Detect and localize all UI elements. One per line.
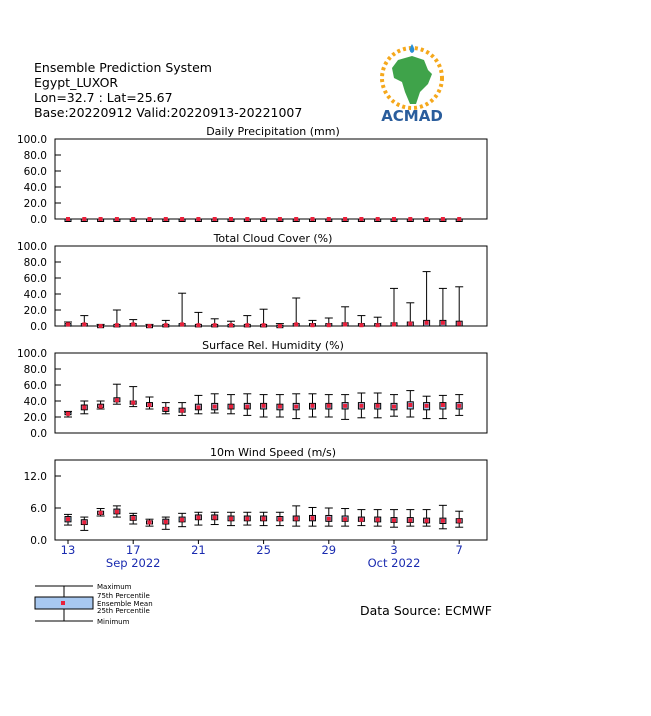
y-tick-label: 0.0	[30, 428, 47, 440]
mean-marker	[196, 217, 200, 221]
legend-label-mean: Ensemble Mean	[97, 600, 153, 608]
y-tick-label: 60.0	[23, 380, 47, 392]
mean-marker	[359, 323, 363, 327]
x-month-label: Sep 2022	[105, 556, 161, 570]
mean-marker	[278, 324, 282, 328]
panel-title: 10m Wind Speed (m/s)	[209, 446, 337, 459]
mean-marker	[245, 217, 249, 221]
x-tick-label: 13	[60, 543, 76, 557]
mean-marker	[82, 520, 86, 524]
mean-marker	[99, 511, 103, 515]
mean-marker	[294, 517, 298, 521]
mean-marker	[311, 404, 315, 408]
mean-marker	[457, 217, 461, 221]
mean-marker	[131, 401, 135, 405]
mean-marker	[213, 323, 217, 327]
y-tick-label: 100.0	[16, 241, 47, 253]
mean-marker	[66, 217, 70, 221]
mean-marker	[408, 217, 412, 221]
x-tick-label: 3	[390, 543, 398, 557]
mean-marker	[376, 217, 380, 221]
panel-frame	[55, 460, 487, 540]
y-tick-label: 0.0	[30, 535, 47, 547]
mean-marker	[441, 217, 445, 221]
logo-text: ACMAD	[381, 107, 443, 125]
mean-marker	[278, 517, 282, 521]
y-tick-label: 80.0	[23, 257, 47, 269]
header-line-title: Ensemble Prediction System	[34, 60, 212, 75]
mean-marker	[457, 404, 461, 408]
mean-marker	[294, 217, 298, 221]
mean-marker	[196, 516, 200, 520]
mean-marker	[196, 323, 200, 327]
mean-marker	[294, 405, 298, 409]
mean-marker	[66, 322, 70, 326]
mean-marker	[392, 518, 396, 522]
y-tick-label: 80.0	[23, 150, 47, 162]
panel-4	[24, 446, 487, 547]
mean-marker	[148, 324, 152, 328]
mean-marker	[425, 217, 429, 221]
y-tick-label: 20.0	[23, 412, 47, 424]
y-tick-label: 20.0	[23, 305, 47, 317]
y-tick-label: 80.0	[23, 364, 47, 376]
panel-title: Surface Rel. Humidity (%)	[202, 339, 344, 352]
mean-marker	[229, 405, 233, 409]
mean-marker	[392, 405, 396, 409]
panel-frame	[55, 353, 487, 433]
mean-marker	[99, 217, 103, 221]
mean-marker	[213, 405, 217, 409]
mean-marker	[278, 217, 282, 221]
mean-marker	[425, 519, 429, 523]
mean-marker	[245, 405, 249, 409]
y-tick-label: 40.0	[23, 182, 47, 194]
mean-marker	[164, 217, 168, 221]
mean-marker	[376, 323, 380, 327]
legend-mean-marker	[61, 601, 65, 605]
mean-marker	[148, 217, 152, 221]
y-tick-label: 60.0	[23, 273, 47, 285]
x-tick-label: 17	[125, 543, 141, 557]
mean-marker	[229, 217, 233, 221]
mean-marker	[229, 517, 233, 521]
mean-marker	[408, 518, 412, 522]
mean-marker	[343, 517, 347, 521]
panel-1	[17, 125, 487, 226]
mean-marker	[311, 516, 315, 520]
mean-marker	[262, 517, 266, 521]
mean-marker	[180, 409, 184, 413]
mean-marker	[148, 520, 152, 524]
mean-marker	[262, 323, 266, 327]
mean-marker	[245, 517, 249, 521]
mean-marker	[131, 322, 135, 326]
mean-marker	[213, 217, 217, 221]
header-line-location: Egypt_LUXOR	[34, 75, 119, 90]
mean-marker	[213, 516, 217, 520]
y-tick-label: 100.0	[16, 134, 47, 146]
y-tick-label: 40.0	[23, 289, 47, 301]
x-tick-label: 25	[256, 543, 271, 557]
mean-marker	[148, 403, 152, 407]
mean-marker	[115, 217, 119, 221]
legend-label-maximum: Maximum	[97, 583, 132, 591]
mean-marker	[359, 404, 363, 408]
mean-marker	[262, 217, 266, 221]
mean-marker	[425, 404, 429, 408]
mean-marker	[311, 217, 315, 221]
mean-marker	[82, 405, 86, 409]
mean-marker	[115, 510, 119, 514]
panel-3	[17, 339, 487, 440]
mean-marker	[392, 217, 396, 221]
mean-marker	[131, 217, 135, 221]
mean-marker	[164, 323, 168, 327]
mean-marker	[457, 322, 461, 326]
y-tick-label: 100.0	[16, 348, 47, 360]
mean-marker	[392, 322, 396, 326]
mean-marker	[99, 324, 103, 328]
mean-marker	[294, 322, 298, 326]
y-tick-label: 0.0	[30, 214, 47, 226]
header-line-coordinates: Lon=32.7 : Lat=25.67	[34, 90, 173, 105]
panel-frame	[55, 246, 487, 326]
legend-label-p75: 75th Percentile	[97, 592, 150, 600]
y-tick-label: 40.0	[23, 396, 47, 408]
mean-marker	[327, 323, 331, 327]
legend-label-minimum: Minimum	[97, 618, 130, 626]
y-tick-label: 20.0	[23, 198, 47, 210]
mean-marker	[115, 323, 119, 327]
y-tick-label: 12.0	[23, 471, 47, 483]
mean-marker	[376, 404, 380, 408]
x-tick-label: 7	[455, 543, 463, 557]
mean-marker	[180, 322, 184, 326]
mean-marker	[164, 407, 168, 411]
mean-marker	[245, 323, 249, 327]
panel-frame	[55, 139, 487, 219]
mean-marker	[262, 404, 266, 408]
mean-marker	[278, 405, 282, 409]
mean-marker	[457, 519, 461, 523]
x-tick-label: 29	[321, 543, 337, 557]
mean-marker	[441, 403, 445, 407]
legend-label-p25: 25th Percentile	[97, 607, 150, 615]
mean-marker	[343, 404, 347, 408]
mean-marker	[359, 518, 363, 522]
mean-marker	[311, 323, 315, 327]
mean-marker	[131, 516, 135, 520]
mean-marker	[327, 517, 331, 521]
mean-marker	[408, 322, 412, 326]
data-source-label: Data Source: ECMWF	[360, 603, 492, 618]
legend	[35, 583, 153, 626]
mean-marker	[327, 217, 331, 221]
mean-marker	[327, 404, 331, 408]
mean-marker	[343, 322, 347, 326]
mean-marker	[425, 321, 429, 325]
header-line-dates: Base:20220912 Valid:20220913-20221007	[34, 105, 303, 120]
mean-marker	[229, 323, 233, 327]
mean-marker	[180, 217, 184, 221]
africa-sun-logo-icon	[381, 44, 443, 125]
mean-marker	[441, 519, 445, 523]
mean-marker	[66, 412, 70, 416]
mean-marker	[82, 217, 86, 221]
mean-marker	[441, 321, 445, 325]
panel-title: Daily Precipitation (mm)	[206, 125, 340, 138]
mean-marker	[180, 518, 184, 522]
mean-marker	[82, 322, 86, 326]
mean-marker	[99, 405, 103, 409]
mean-marker	[376, 518, 380, 522]
y-tick-label: 6.0	[30, 503, 47, 515]
mean-marker	[408, 403, 412, 407]
y-tick-label: 0.0	[30, 321, 47, 333]
mean-marker	[196, 405, 200, 409]
panel-title: Total Cloud Cover (%)	[213, 232, 333, 245]
y-tick-label: 60.0	[23, 166, 47, 178]
panel-2	[17, 232, 487, 333]
x-month-label: Oct 2022	[367, 556, 421, 570]
mean-marker	[164, 520, 168, 524]
mean-marker	[359, 217, 363, 221]
mean-marker	[115, 398, 119, 402]
x-tick-label: 21	[191, 543, 206, 557]
mean-marker	[343, 217, 347, 221]
mean-marker	[66, 517, 70, 521]
